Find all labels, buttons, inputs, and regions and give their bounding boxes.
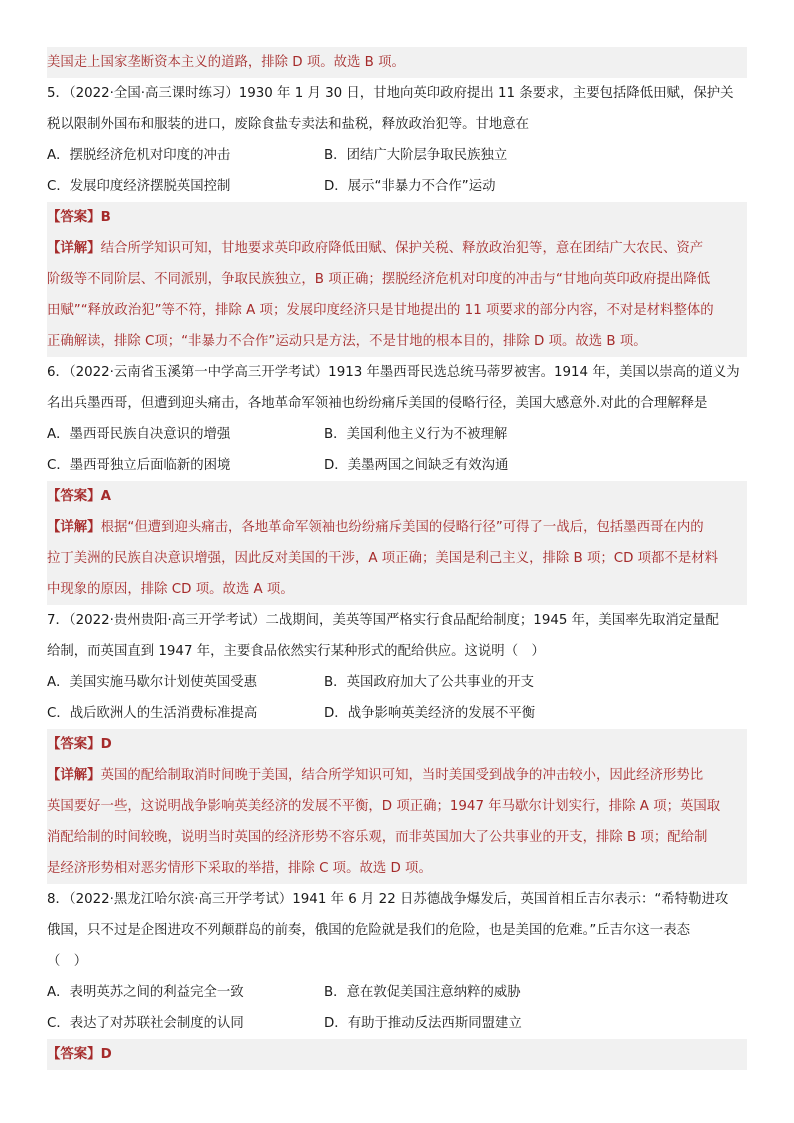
option-c: C．发展印度经济摆脱英国控制: [47, 179, 231, 194]
answer-label: 【答案】: [47, 210, 101, 225]
answer-line: [47, 481, 747, 512]
previous-detail-tail: 美国走上国家垄断资本主义的道路，排除 D 项。故选 B 项。: [47, 47, 747, 78]
question-stem-line: 7．（2022·贵州贵阳·高三开学考试）二战期间，美英等国严格实行食品配给制度；1945 年，美国率先取消定量配: [47, 613, 719, 628]
question-stem-line: 税以限制外国布和服装的进口，废除食盐专卖法和盐税，释放政治犯等。甘地意在: [47, 117, 530, 132]
option-c: C．表达了对苏联社会制度的认同: [47, 1016, 244, 1031]
detail-line: [47, 512, 747, 543]
detail-line: [47, 233, 747, 264]
question-7: [47, 605, 747, 884]
options-row: [47, 450, 747, 481]
question-8: [47, 884, 747, 1070]
option-a: A．表明英苏之间的利益完全一致: [47, 985, 244, 1000]
option-a: A．墨西哥民族自决意识的增强: [47, 427, 231, 442]
question-stem-line: 8．（2022·黑龙江哈尔滨·高三开学考试）1941 年 6 月 22 日苏德战争爆发后，英国首相丘吉尔表示：“希特勒进攻: [47, 892, 729, 907]
question-stem-line: 6．（2022·云南省玉溪第一中学高三开学考试）1913 年墨西哥民选总统马蒂罗被害。1914 年，美国以崇高的道义为: [47, 365, 740, 380]
option-b: B．英国政府加大了公共事业的开支: [324, 675, 535, 690]
option-b: B．团结广大阶层争取民族独立: [324, 148, 508, 163]
detail-text: 根据“但遭到迎头痛击，各地革命军领袖也纷纷痛斥美国的侵略行径”可得了一战后，包括墨西哥在内的: [100, 520, 704, 535]
answer-label: 【答案】: [47, 737, 101, 752]
detail-line: 阶级等不同阶层、不同派别，争取民族独立，B 项正确；摆脱经济危机对印度的冲击与“甘地向英印政府提出降低: [47, 264, 747, 295]
detail-line: 英国要好一些，这说明战争影响英美经济的发展不平衡，D 项正确；1947 年马歇尔计划实行，排除 A 项；英国取: [47, 791, 747, 822]
answer-value: A: [100, 489, 111, 504]
detail-label: 【详解】: [47, 241, 101, 256]
options-row: [47, 667, 747, 698]
detail-line: 拉丁美洲的民族自决意识增强，因此反对美国的干涉，A 项正确；美国是利己主义，排除 B 项；CD 项都不是材料: [47, 543, 747, 574]
options-row: [47, 419, 747, 450]
answer-line: [47, 202, 747, 233]
question-stem-line: （ ）: [47, 954, 88, 969]
answer-line: [47, 1039, 747, 1070]
detail-line: [47, 760, 747, 791]
detail-text: 英国的配给制取消时间晚于美国，结合所学知识可知，当时美国受到战争的冲击较小，因此经济形势比: [100, 768, 704, 783]
option-b: B．意在敦促美国注意纳粹的威胁: [324, 985, 521, 1000]
options-row: [47, 698, 747, 729]
option-a: A．美国实施马歇尔计划使英国受惠: [47, 675, 258, 690]
option-d: D．美墨两国之间缺乏有效沟通: [324, 458, 509, 473]
question-stem-line: 5．（2022·全国·高三课时练习）1930 年 1 月 30 日，甘地向英印政府提出 11 条要求，主要包括降低田赋，保护关: [47, 86, 734, 101]
detail-text: 结合所学知识可知，甘地要求英印政府降低田赋、保护关税、释放政治犯等，意在团结广大农民、资产: [100, 241, 704, 256]
detail-label: 【详解】: [47, 520, 101, 535]
detail-line: 是经济形势相对恶劣情形下采取的举措，排除 C 项。故选 D 项。: [47, 853, 747, 884]
options-row: [47, 171, 747, 202]
question-5: [47, 78, 747, 357]
detail-line: 消配给制的时间较晚，说明当时英国的经济形势不容乐观，而非英国加大了公共事业的开支，排除 B 项；配给制: [47, 822, 747, 853]
question-stem-line: 俄国，只不过是企图进攻不列颠群岛的前奏，俄国的危险就是我们的危险，也是美国的危难。”丘吉尔这一表态: [47, 923, 690, 938]
answer-label: 【答案】: [47, 489, 101, 504]
answer-value: D: [100, 1047, 112, 1062]
detail-line: 中现象的原因，排除 CD 项。故选 A 项。: [47, 574, 747, 605]
question-6: [47, 357, 747, 605]
answer-label: 【答案】: [47, 1047, 101, 1062]
detail-label: 【详解】: [47, 768, 101, 783]
answer-line: [47, 729, 747, 760]
question-stem-line: 给制，而英国直到 1947 年，主要食品依然实行某种形式的配给供应。这说明（ ）: [47, 644, 545, 659]
option-c: C．墨西哥独立后面临新的困境: [47, 458, 231, 473]
answer-value: D: [100, 737, 112, 752]
option-d: D．有助于推动反法西斯同盟建立: [324, 1016, 522, 1031]
options-row: [47, 977, 747, 1008]
option-d: D．展示“非暴力不合作”运动: [324, 179, 496, 194]
option-b: B．美国利他主义行为不被理解: [324, 427, 508, 442]
options-row: [47, 140, 747, 171]
option-c: C．战后欧洲人的生活消费标准提高: [47, 706, 258, 721]
options-row: [47, 1008, 747, 1039]
option-a: A．摆脱经济危机对印度的冲击: [47, 148, 231, 163]
detail-line: 正确解读，排除 C项；“非暴力不合作”运动只是方法，不是甘地的根本目的，排除 D 项。故选 B 项。: [47, 326, 747, 357]
question-stem-line: 名出兵墨西哥，但遭到迎头痛击，各地革命军领袖也纷纷痛斥美国的侵略行径，美国大感意外.对此的合理解释是: [47, 396, 708, 411]
detail-line: 田赋”“释放政治犯”等不符，排除 A 项；发展印度经济只是甘地提出的 11 项要求的部分内容，不对是材料整体的: [47, 295, 747, 326]
document-content: [47, 47, 747, 1070]
option-d: D．战争影响英美经济的发展不平衡: [324, 706, 536, 721]
answer-value: B: [100, 210, 111, 225]
